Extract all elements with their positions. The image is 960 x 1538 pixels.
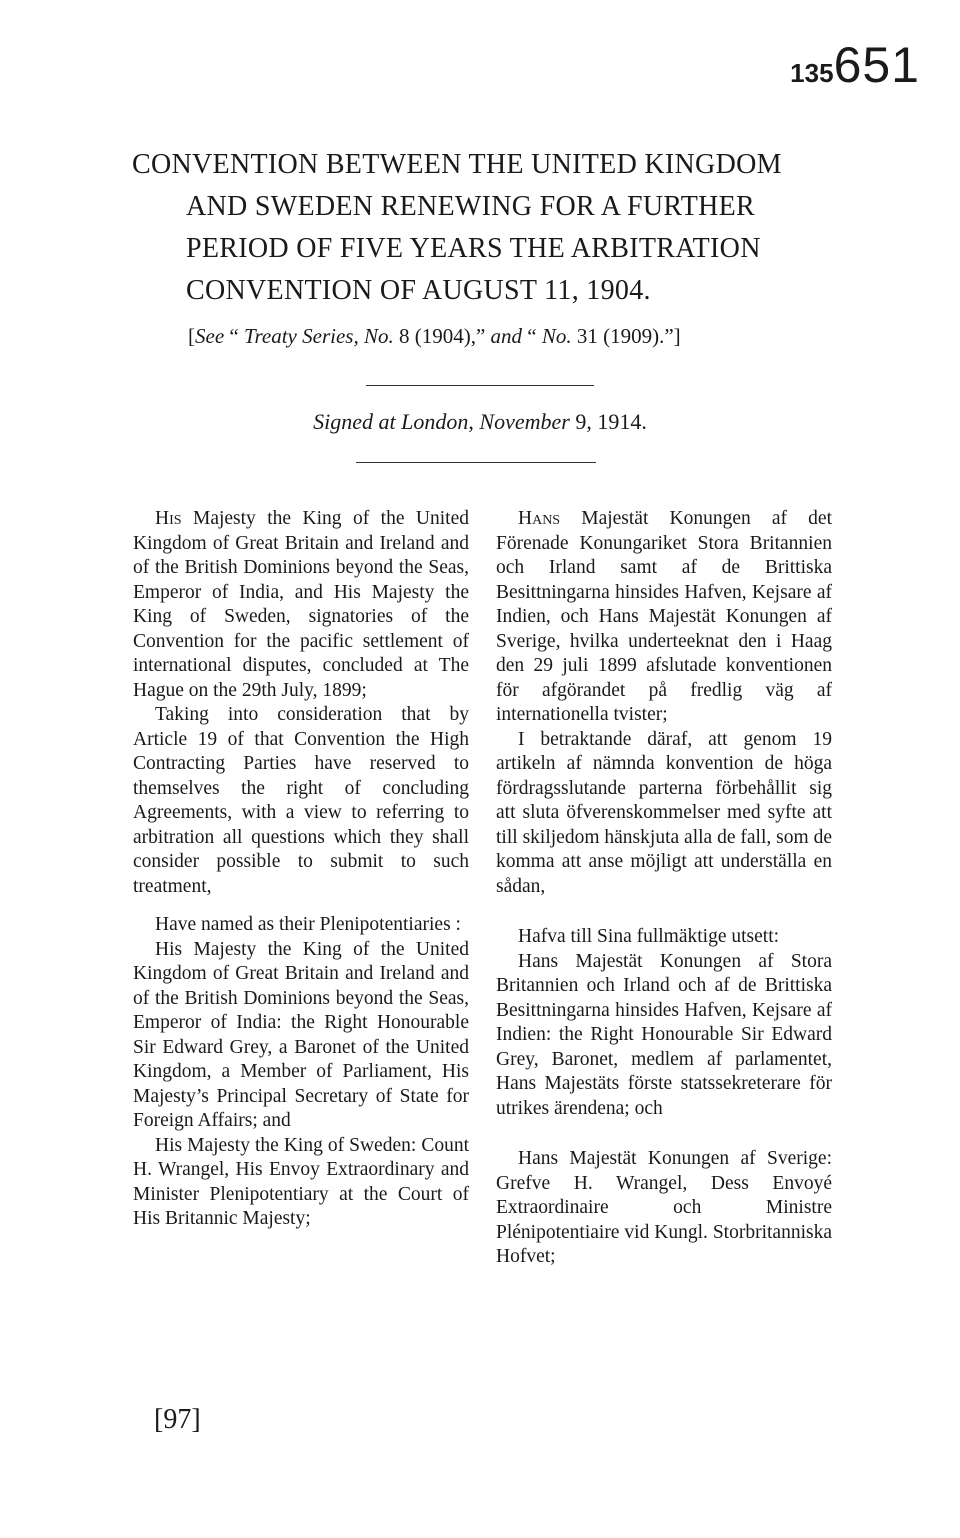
english-paragraph-1 [133, 507, 469, 703]
page-number [790, 36, 920, 94]
see-no: No. [541, 324, 572, 348]
swedish-paragraph-1-text: Majestät Konungen af det Förenade Konungariket Stora Britannien och Irland samt af de Brittiska Besittningarna hinsides Hafven, Kejsare af Indien, och Hans Majestät Konungen af Sverige, hvilka underteeknat den i Haag den 29 juli 1899 afslutade konventionen för afgörandet på fredlig väg af internationella tvister; [496, 508, 832, 725]
page-number-large: 651 [833, 37, 920, 93]
english-paragraph-1-text: Majesty the King of the United Kingdom of Great Britain and Ireland and of the British Dominions beyond the Seas, Emperor of India, and His Majesty the King of Sweden, signatories of the Convention for the pacific settlement of international disputes, concluded at The Hague on the 29th July, 1899; [133, 508, 469, 701]
swedish-paragraph-5: Hans Majestät Konungen af Sverige: Grefve H. Wrangel, Dess Envoyé Extraordinaire och Ministre Plénipotentiaire vid Kungl. Storbritanniska Hofvet; [496, 1148, 832, 1267]
swedish-lead-word: Hans [518, 508, 561, 529]
title-line-3: PERIOD OF FIVE YEARS THE ARBITRATION [186, 233, 761, 264]
swedish-column [496, 507, 832, 1270]
title-line-2: AND SWEDEN RENEWING FOR A FURTHER [186, 191, 755, 222]
signature-mark: [97] [154, 1404, 201, 1435]
signed-line [0, 409, 960, 435]
signed-date: 9, 1914. [569, 409, 647, 434]
english-paragraph-2: Taking into consideration that by Article 19 of that Convention the High Contracting Parties have reserved to themselves the right of concluding Agreements, with a view to referring to arbitration all questions which they shall consider possible to submit to such treatment, [133, 704, 469, 897]
see-number-1: 8 (1904),” [393, 324, 491, 348]
see-quote-1: “ [224, 324, 244, 348]
page-number-small: 135 [790, 58, 834, 88]
see-quote-2: “ [522, 324, 542, 348]
swedish-paragraph-1 [496, 507, 832, 728]
document-title [132, 144, 852, 312]
swedish-paragraph-4: Hans Majestät Konungen af Stora Britannien och Irland och af de Brittiska Besittningarna hinsides Hafven, Kejsare af Indien: the Right Honourable Sir Edward Grey, Baronet, medlem af parlamentet, Hans Majestäts förste statssekreterare för utrikes ärendena; och [496, 950, 832, 1119]
see-reference [188, 324, 681, 349]
see-bracket: [ [188, 324, 195, 348]
signed-text: Signed at London, November [313, 409, 570, 434]
title-line-4: CONVENTION OF AUGUST 11, 1904. [186, 275, 651, 306]
divider-rule-bottom [356, 462, 596, 463]
divider-rule-top [366, 385, 594, 386]
english-column [133, 507, 469, 1232]
english-lead-word: His [155, 508, 182, 529]
english-paragraph-4: His Majesty the King of the United Kingdom of Great Britain and Ireland and of the British Dominions beyond the Seas, Emperor of India: the Right Honourable Sir Edward Grey, a Baronet of the United Kingdom, a Member of Parliament, His Majesty’s Principal Secretary of State for Foreign Affairs; and [133, 938, 469, 1131]
english-paragraph-3: Have named as their Plenipotentiaries : [155, 914, 461, 935]
see-word: See [195, 324, 225, 348]
swedish-paragraph-2: I betraktande däraf, att genom 19 artikeln af nämnda konvention de höga fördragsslutande parterna förbehållit sig att sluta öfverenskommelser med syfte att till skiljedom hänskjuta alla de fall, som de komma att anse möjligt att underställa en sådan, [496, 728, 832, 897]
swedish-paragraph-3: Hafva till Sina fullmäktige utsett: [518, 926, 780, 947]
title-line-1: CONVENTION BETWEEN THE UNITED KINGDOM [132, 149, 782, 180]
see-and: and [490, 324, 523, 348]
see-series: Treaty Series, No. [243, 324, 394, 348]
english-paragraph-5: His Majesty the King of Sweden: Count H. Wrangel, His Envoy Extraordinary and Minister Plenipotentiary at the Court of His Britannic Majesty; [133, 1134, 469, 1229]
see-number-2: 31 (1909).”] [571, 324, 681, 348]
